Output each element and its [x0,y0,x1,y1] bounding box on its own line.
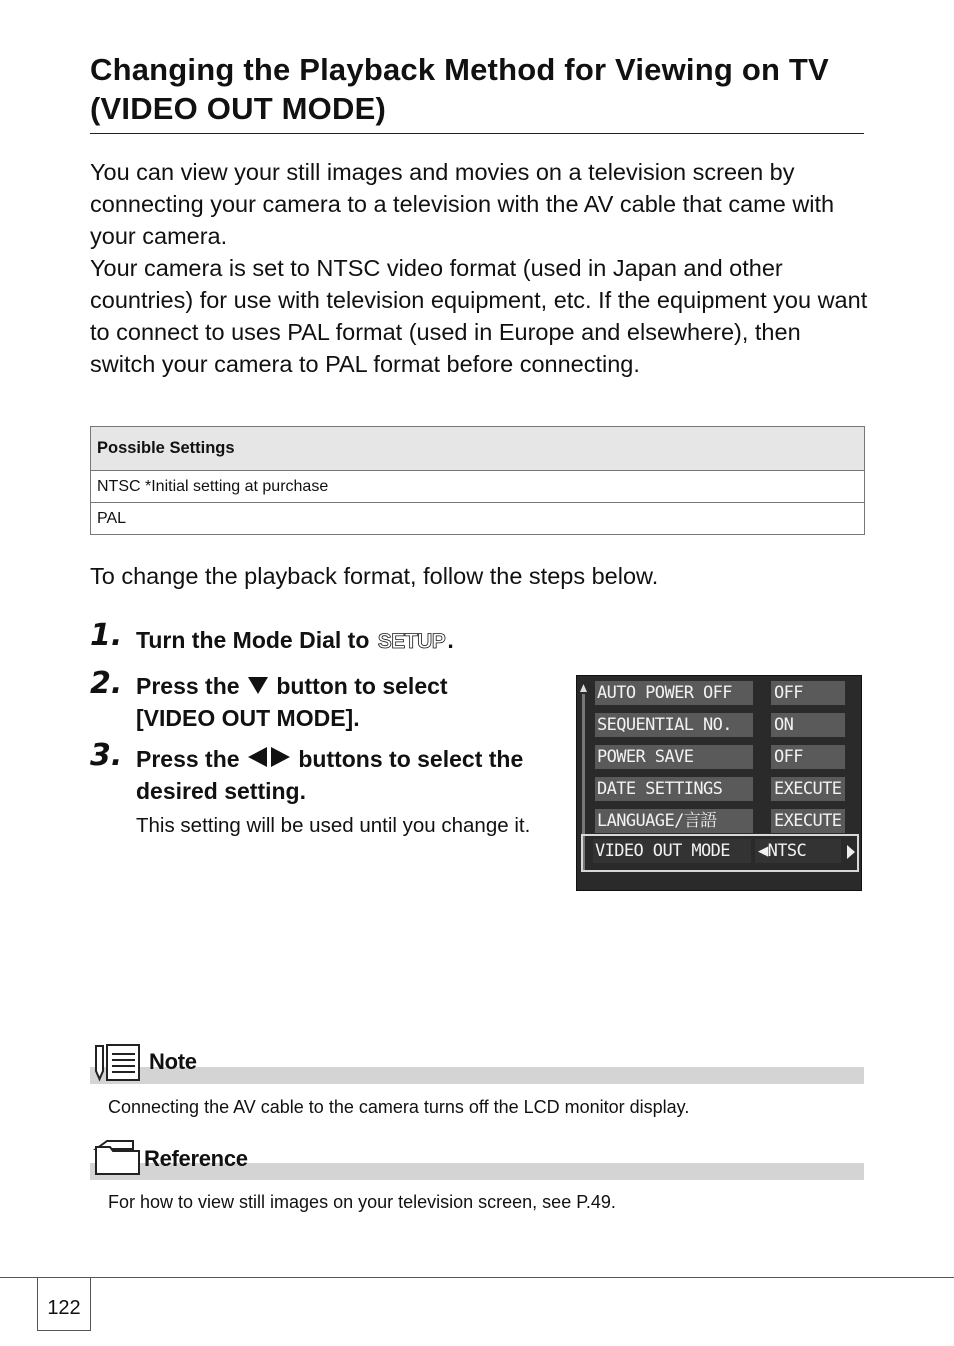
settings-row-pal: PAL [91,503,865,535]
step-2-text [136,671,448,734]
note-icon [93,1043,143,1088]
lcd-row-language [595,809,857,833]
left-right-triangles-icon [246,745,292,776]
step-1-post: . [447,627,454,653]
step-1-number: 1. [90,618,123,653]
page-number: 122 [37,1277,91,1331]
note-label: Note [149,1049,197,1074]
settings-table [90,426,865,535]
step-3-line2: desired setting. [136,778,306,805]
right-arrow-icon [847,844,855,864]
step-2-number: 2. [90,666,123,701]
lcd-row-auto-power-off [595,681,857,705]
lcd-row-label: AUTO POWER OFF [595,681,753,705]
step-3-subtext: This setting will be used until you change it. [136,814,531,837]
lcd-row-label: LANGUAGE/言語 [595,809,753,833]
title-divider [90,133,864,134]
lcd-row-label: VIDEO OUT MODE [593,839,751,863]
lcd-row-video-out-mode [581,834,859,872]
step-3-pre: Press the [136,746,246,772]
setup-mode-badge: SETUP [377,630,446,653]
intro-paragraph-1: You can view your still images and movies on a television screen by connecting your camera to a television with the AV cable that came with your camera. [90,159,835,249]
down-triangle-icon [246,672,270,703]
step-3-text [136,744,523,807]
step-1-text [136,625,454,657]
step-1-pre: Turn the Mode Dial to [136,627,376,653]
intro-paragraph-2: Your camera is set to NTSC video format (used in Japan and other countries) for use with television equipment, etc. If the equipment you want to connect to uses PAL format (used in Europe and elsewhere), then switch your camera to PAL format before connecting. [90,255,868,377]
step-2-pre: Press the [136,673,246,699]
lcd-row-value: OFF [771,745,845,769]
step-2-line2: [VIDEO OUT MODE]. [136,705,360,732]
lcd-row-power-save [595,745,857,769]
lcd-row-value: EXECUTE [771,777,845,801]
lcd-row-label: SEQUENTIAL NO. [595,713,753,737]
note-band [90,1067,864,1084]
lcd-row-value: ◀NTSC [755,839,841,863]
settings-table-header: Possible Settings [91,427,865,471]
page-title: Changing the Playback Method for Viewing on TV (VIDEO OUT MODE) [90,52,829,126]
lcd-row-label: POWER SAVE [595,745,753,769]
reference-text: For how to view still images on your television screen, see P.49. [108,1192,616,1212]
note-text: Connecting the AV cable to the camera turns off the LCD monitor display. [108,1097,690,1117]
lcd-row-value: ON [771,713,845,737]
reference-label: Reference [144,1146,248,1171]
step-3-post: buttons to select the [291,746,524,772]
reference-icon [93,1137,141,1184]
settings-row-ntsc: NTSC *Initial setting at purchase [91,471,865,503]
steps-intro: To change the playback format, follow the steps below. [90,563,659,589]
lcd-row-value: EXECUTE [771,809,845,833]
lcd-row-value: OFF [771,681,845,705]
lcd-row-label: DATE SETTINGS [595,777,753,801]
lcd-row-date-settings [595,777,857,801]
camera-lcd-screen [576,675,862,891]
footer-divider [0,1277,954,1278]
intro-text [90,156,870,380]
step-2-post: button to select [269,673,448,699]
lcd-row-sequential-no [595,713,857,737]
step-3-number: 3. [90,738,123,773]
